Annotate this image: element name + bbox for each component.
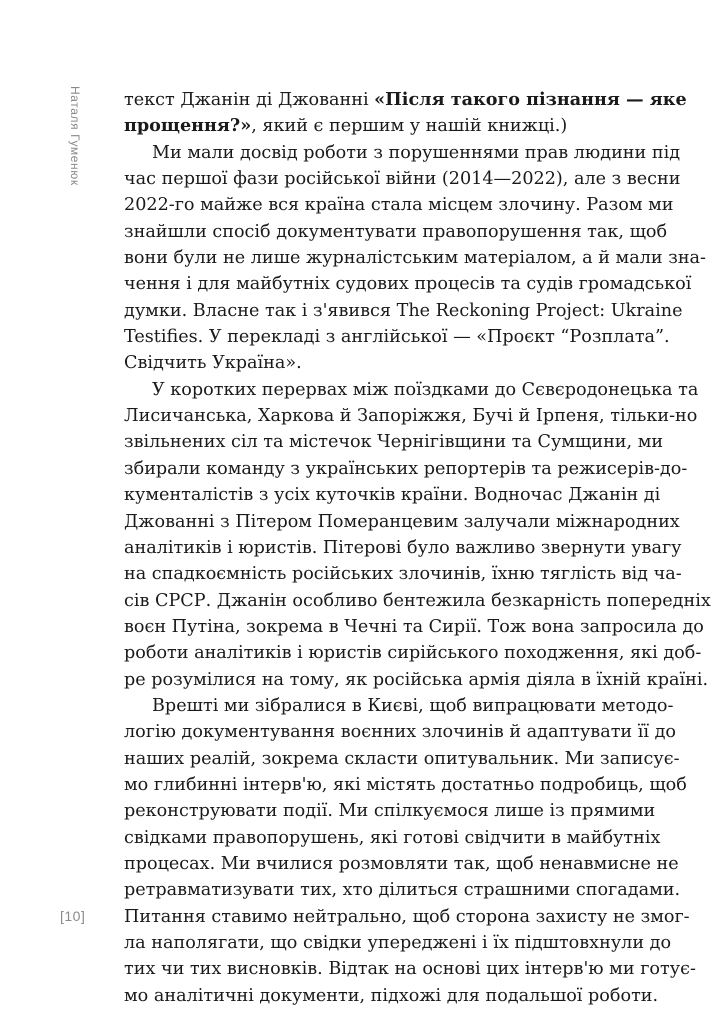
paragraph xyxy=(124,693,696,1009)
text-line xyxy=(124,877,681,903)
text-segment: У коротких перервах між поїздками до Сєвєродонецька та xyxy=(152,379,699,400)
text-segment: думки. Власне так і з'явився The Reckoning Project: Ukraine xyxy=(124,300,683,321)
text-segment: знайшли спосіб документувати правопорушення так, щоб xyxy=(124,221,668,242)
text-segment: чення і для майбутніх судових процесів та судів громадської xyxy=(124,274,692,295)
text-line xyxy=(124,87,687,113)
text-line xyxy=(124,772,687,798)
text-line xyxy=(124,719,677,745)
text-segment: тих чи тих висновків. Відтак на основі цих інтерв'ю ми готує- xyxy=(124,959,696,980)
text-segment: збирали команду з українських репортерів та режисерів-до- xyxy=(124,458,688,479)
bold-title-segment: прощення?» xyxy=(124,115,252,137)
text-segment: вони були не лише журналістським матеріалом, а й мали зна- xyxy=(124,248,706,269)
text-line xyxy=(124,561,682,587)
text-line xyxy=(124,219,668,245)
text-segment: аналітиків і юристів. Пітерові було важливо звернути увагу xyxy=(124,537,682,558)
text-segment: мо глибинні інтерв'ю, які містять достатньо подробиць, щоб xyxy=(124,774,687,795)
text-segment: Свідчить Україна». xyxy=(124,353,302,374)
text-segment: 2022-го майже вся країна стала місцем злочину. Разом ми xyxy=(124,195,674,216)
text-line xyxy=(124,166,681,192)
running-head-author: Наталя Гуменюк xyxy=(68,86,82,186)
text-segment: реконструювати події. Ми спілкуємося лише із прямими xyxy=(124,801,656,822)
text-line xyxy=(124,640,702,666)
text-line xyxy=(124,429,664,455)
text-line xyxy=(124,113,646,139)
text-line xyxy=(124,377,699,403)
text-line xyxy=(124,667,709,693)
text-line xyxy=(124,983,659,1009)
text-segment: ла наполягати, що свідки упереджені і їх підштовхнули до xyxy=(124,933,672,953)
body-text xyxy=(124,87,711,1009)
text-segment: Лисичанська, Харкова й Запоріжжя, Бучі й Ірпеня, тільки-но xyxy=(124,406,698,427)
text-line xyxy=(124,798,656,824)
text-segment: роботи аналітиків і юристів сирійського походження, які доб- xyxy=(124,643,702,664)
text-line xyxy=(124,192,674,218)
text-line xyxy=(124,904,690,930)
text-line xyxy=(124,956,696,982)
text-line xyxy=(124,245,706,271)
text-segment: Питання ставимо нейтрально, щоб сторона захисту не змог- xyxy=(124,906,690,927)
text-segment: воєн Путіна, зокрема в Чечні та Сирії. Тож вона запросила до xyxy=(124,616,704,637)
text-line xyxy=(124,298,683,324)
text-segment: сів СРСР. Джанін особливо бентежила безкарність попередніх xyxy=(124,590,711,611)
text-line xyxy=(124,535,682,561)
text-line xyxy=(124,350,646,376)
paragraph xyxy=(124,140,706,377)
text-segment: на спадкоємність російських злочинів, їхню тяглість від ча- xyxy=(124,564,682,585)
text-line xyxy=(124,930,672,956)
text-segment: Врешті ми зібралися в Києві, щоб випрацювати методо- xyxy=(152,695,674,716)
text-line xyxy=(124,825,661,851)
text-line xyxy=(124,482,661,508)
text-line xyxy=(124,588,711,614)
text-segment: Testifies. У перекладі з англійської — «Проєкт “Розплата”. xyxy=(124,327,670,348)
text-segment: Ми мали досвід роботи з порушеннями прав людини під xyxy=(152,142,681,163)
text-segment: звільнених сіл та містечок Чернігівщини та Сумщини, ми xyxy=(124,432,664,453)
text-line xyxy=(124,614,704,640)
text-segment: кументалістів з усіх куточків країни. Водночас Джанін ді xyxy=(124,485,661,506)
text-line xyxy=(124,456,688,482)
text-segment: Джованні з Пітером Померанцевим залучали міжнародних xyxy=(124,511,680,532)
bold-title-segment: «Після такого пізнання — яке xyxy=(374,89,687,110)
paragraph xyxy=(124,87,687,140)
text-segment: час першої фази російської війни (2014—2022), але з весни xyxy=(124,169,681,190)
text-segment: мо аналітичні документи, підхожі для подальшої роботи. xyxy=(124,985,659,1006)
text-segment: наших реалій, зокрема скласти опитувальник. Ми записує- xyxy=(124,748,680,769)
paragraph xyxy=(124,377,711,693)
page-number: [10] xyxy=(60,908,86,924)
text-segment: , який є першим у нашій книжці.) xyxy=(251,116,568,137)
text-line xyxy=(124,140,681,166)
text-segment: процесах. Ми вчилися розмовляти так, щоб ненавмисне не xyxy=(124,853,679,874)
text-segment: логію документування воєнних злочинів й адаптувати її до xyxy=(124,722,677,743)
text-segment: текст Джанін ді Джованні xyxy=(124,90,375,110)
text-line xyxy=(124,324,670,350)
text-line xyxy=(124,509,680,535)
text-line xyxy=(124,403,698,429)
text-segment: ретравматизувати тих, хто ділиться страшними спогадами. xyxy=(124,880,681,901)
text-line xyxy=(124,851,679,877)
text-line xyxy=(124,746,680,772)
text-line xyxy=(124,693,674,719)
text-segment: свідками правопорушень, які готові свідчити в майбутніх xyxy=(124,827,661,848)
text-line xyxy=(124,271,692,297)
text-segment: ре розумілися на тому, як російська армія діяла в їхній країні. xyxy=(124,669,709,690)
